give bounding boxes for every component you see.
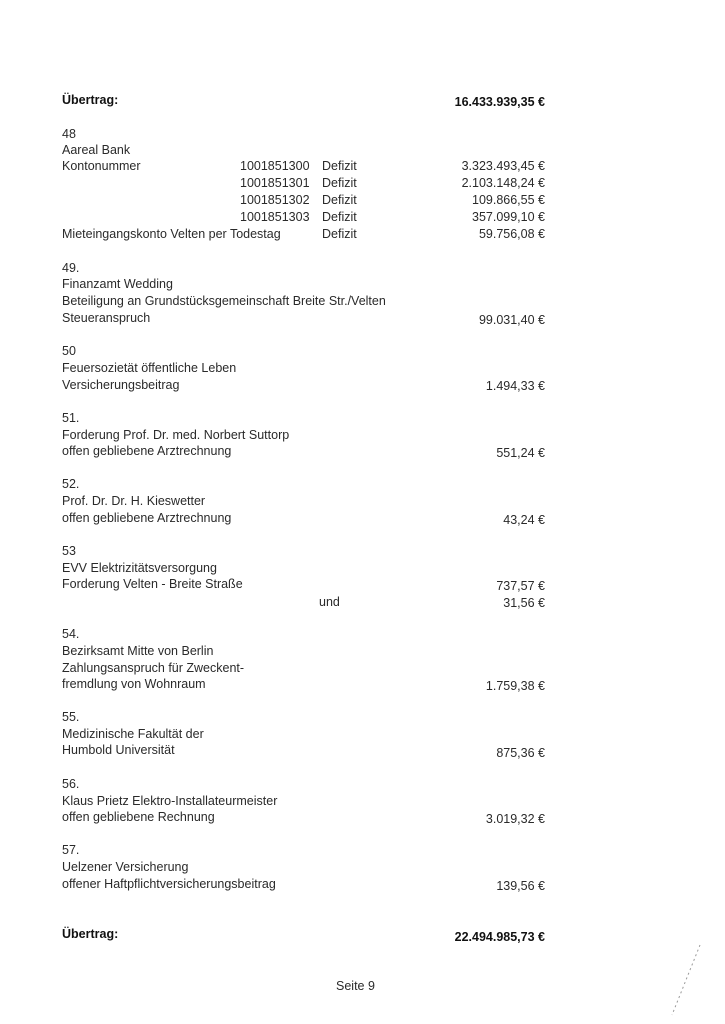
entry-number: 50 <box>62 344 76 358</box>
entry-amount: 875,36 € <box>496 746 545 760</box>
entry-number: 53 <box>62 544 76 558</box>
creditor-name: Klaus Prietz Elektro-Installateurmeister <box>62 794 278 808</box>
creditor-name: Medizinische Fakultät der <box>62 727 204 741</box>
entry-description: Versicherungsbeitrag <box>62 378 180 392</box>
creditor-name: Feuersozietät öffentliche Leben <box>62 361 237 375</box>
account-status: Defizit <box>322 159 357 173</box>
creditor-name: Aareal Bank <box>62 143 131 157</box>
entry-number: 56. <box>62 777 80 791</box>
entry-amount: 3.019,32 € <box>485 812 545 826</box>
account-label: Kontonummer <box>62 159 141 173</box>
rent-account-status: Defizit <box>322 227 357 241</box>
entry-description: Zahlungsanspruch für Zweckent- <box>62 661 245 675</box>
creditor-name: EVV Elektrizitätsversorgung <box>62 561 217 575</box>
creditor-name: Uelzener Versicherung <box>62 860 189 874</box>
creditor-name: Finanzamt Wedding <box>62 277 173 291</box>
account-status: Defizit <box>322 210 357 224</box>
entry-number: 48 <box>62 127 76 141</box>
entry-description: offen gebliebene Rechnung <box>62 810 215 824</box>
account-number: 1001851301 <box>240 176 310 190</box>
carryover-header-amount: 16.433.939,35 € <box>454 95 545 109</box>
entry-description: Forderung Velten - Breite Straße <box>62 577 243 591</box>
carryover-header-label: Übertrag: <box>62 93 119 107</box>
carryover-footer-amount: 22.494.985,73 € <box>454 930 545 944</box>
entry-number: 49. <box>62 261 80 275</box>
entry-number: 51. <box>62 411 80 425</box>
entry-number: 52. <box>62 477 80 491</box>
carryover-footer-label: Übertrag: <box>62 927 119 941</box>
account-amount: 2.103.148,24 € <box>461 176 545 190</box>
entry-amount: 551,24 € <box>496 446 545 460</box>
entry-description: fremdlung von Wohnraum <box>62 677 206 691</box>
entry-description: Humbold Universität <box>62 743 175 757</box>
entry-number: 54. <box>62 627 80 641</box>
entry-amount: 1.759,38 € <box>485 679 545 693</box>
entry-description: Steueranspruch <box>62 311 151 325</box>
account-number: 1001851300 <box>240 159 310 173</box>
account-status: Defizit <box>322 193 357 207</box>
creditor-name: Bezirksamt Mitte von Berlin <box>62 644 214 658</box>
entry-amount: 737,57 € <box>496 579 545 593</box>
entry-amount: 1.494,33 € <box>485 379 545 393</box>
entry-description: offen gebliebene Arztrechnung <box>62 511 232 525</box>
creditor-name: Forderung Prof. Dr. med. Norbert Suttorp <box>62 428 290 442</box>
creditor-name: Prof. Dr. Dr. H. Kieswetter <box>62 494 206 508</box>
entry-amount: 99.031,40 € <box>478 313 545 327</box>
and-label: und <box>319 595 340 609</box>
entry-amount: 139,56 € <box>496 879 545 893</box>
entry-amount: 43,24 € <box>503 513 545 527</box>
entry-amount-second: 31,56 € <box>503 596 545 610</box>
entry-description: offener Haftpflichtversicherungsbeitrag <box>62 877 276 891</box>
entry-description: Beteiligung an Grundstücksgemeinschaft Breite Str./Velten <box>62 294 386 308</box>
account-amount: 3.323.493,45 € <box>461 159 545 173</box>
account-number: 1001851303 <box>240 210 310 224</box>
scan-mark <box>660 940 710 1020</box>
account-amount: 357.099,10 € <box>472 210 545 224</box>
page-number: Seite 9 <box>336 979 375 993</box>
account-amount: 109.866,55 € <box>472 193 545 207</box>
account-number: 1001851302 <box>240 193 310 207</box>
entry-number: 55. <box>62 710 80 724</box>
entry-number: 57. <box>62 843 80 857</box>
entry-description: offen gebliebene Arztrechnung <box>62 444 232 458</box>
rent-account-amount: 59.756,08 € <box>478 227 545 241</box>
rent-account-label: Mieteingangskonto Velten per Todestag <box>62 227 281 241</box>
account-status: Defizit <box>322 176 357 190</box>
